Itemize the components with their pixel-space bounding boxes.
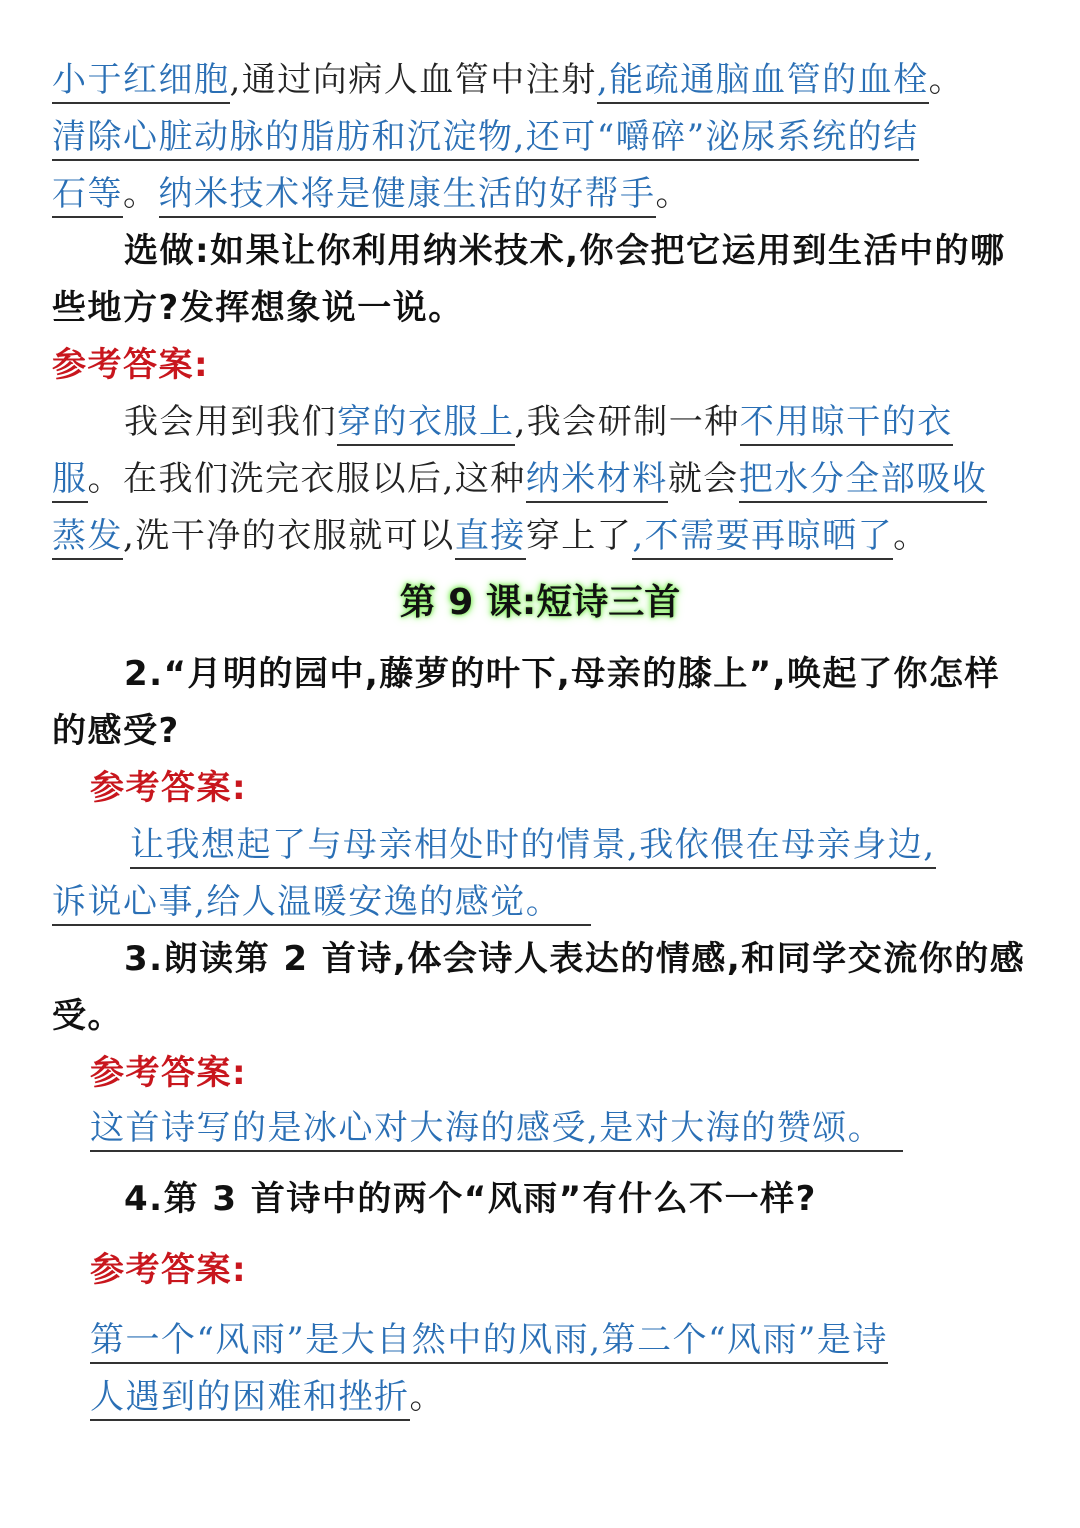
- lesson-title: 第 9 课:短诗三首: [399, 582, 681, 623]
- answer-label: 参考答案:: [90, 768, 248, 808]
- underlined-phrase: 小于红细胞: [52, 60, 230, 104]
- underlined-phrase: 蒸发: [52, 516, 123, 560]
- answer-label: 参考答案:: [90, 1250, 248, 1290]
- text-span: 就会: [667, 459, 739, 499]
- underlined-phrase: ,还可“嚼碎”泌尿系统的结: [514, 117, 919, 161]
- text-line: [124, 398, 1040, 446]
- answer-line: [90, 1316, 1040, 1364]
- text-line: [52, 113, 1040, 161]
- underlined-phrase: 让我想起了与母亲相处时的情景,我依偎在母亲身边,: [130, 825, 936, 869]
- question-text: 的感受?: [52, 711, 180, 751]
- underlined-phrase: 纳米技术将是健康生活的好帮手: [159, 174, 656, 218]
- underlined-phrase: 第一个“风雨”是大自然中的风雨,第二个“风雨”是诗: [90, 1320, 888, 1364]
- underlined-phrase: 穿的衣服上: [337, 402, 515, 446]
- underlined-phrase: ,不需要再晾晒了: [632, 516, 893, 560]
- question-text: 2.“月明的园中,藤萝的叶下,母亲的膝上”,唤起了你怎样: [124, 654, 1001, 694]
- question-text: 4.第 3 首诗中的两个“风雨”有什么不一样?: [124, 1179, 817, 1219]
- underlined-phrase: 直接: [455, 516, 526, 560]
- question-text: 3.朗读第 2 首诗,体会诗人表达的情感,和同学交流你的感: [124, 939, 1026, 979]
- underlined-phrase: 石等: [52, 174, 123, 218]
- underlined-phrase: 这首诗写的是冰心对大海的感受,是对大海的赞颂。: [90, 1108, 903, 1152]
- question-text: 选做:如果让你利用纳米技术,你会把它运用到生活中的哪: [124, 231, 1006, 271]
- text-line: [52, 56, 1040, 104]
- text-span: ,我会研制一种: [514, 402, 740, 442]
- text-span: 我会用到我们: [124, 402, 337, 442]
- text-span: 。在我们洗完衣服以后,这种: [87, 459, 526, 499]
- answer-line: [90, 1373, 1040, 1421]
- text-span: ,通过向病人血管中注射: [229, 60, 597, 100]
- question-text: 受。: [52, 996, 123, 1036]
- underlined-phrase: 人遇到的困难和挫折: [90, 1377, 410, 1421]
- text-line: [52, 512, 1040, 560]
- text-span: 。: [928, 60, 965, 100]
- answer-label: 参考答案:: [52, 345, 210, 385]
- text-line: [52, 455, 1040, 503]
- answer-line: [130, 821, 1040, 869]
- text-span: ,洗干净的衣服就可以: [123, 516, 455, 556]
- text-span: 。: [409, 1377, 445, 1417]
- underlined-phrase: ,能疏通脑血管的血栓: [597, 60, 929, 104]
- answer-line: [52, 878, 1040, 926]
- text-span: 。: [893, 516, 929, 556]
- question-text: 些地方?发挥想象说一说。: [52, 288, 464, 328]
- underlined-phrase: 不用晾干的衣: [740, 402, 953, 446]
- text-line: [52, 170, 1040, 218]
- text-span: 穿上了: [525, 516, 633, 556]
- underlined-phrase: 把水分全部吸收: [739, 459, 988, 503]
- underlined-phrase: 服: [52, 459, 88, 503]
- answer-line: [90, 1104, 1040, 1152]
- answer-label: 参考答案:: [90, 1053, 248, 1093]
- text-span: 。: [655, 174, 691, 214]
- underlined-phrase: 清除心脏动脉的脂肪和沉淀物: [52, 117, 514, 161]
- text-span: 。: [123, 174, 159, 214]
- underlined-phrase: 纳米材料: [526, 459, 668, 503]
- underlined-phrase: 诉说心事,给人温暖安逸的感觉。: [52, 882, 591, 926]
